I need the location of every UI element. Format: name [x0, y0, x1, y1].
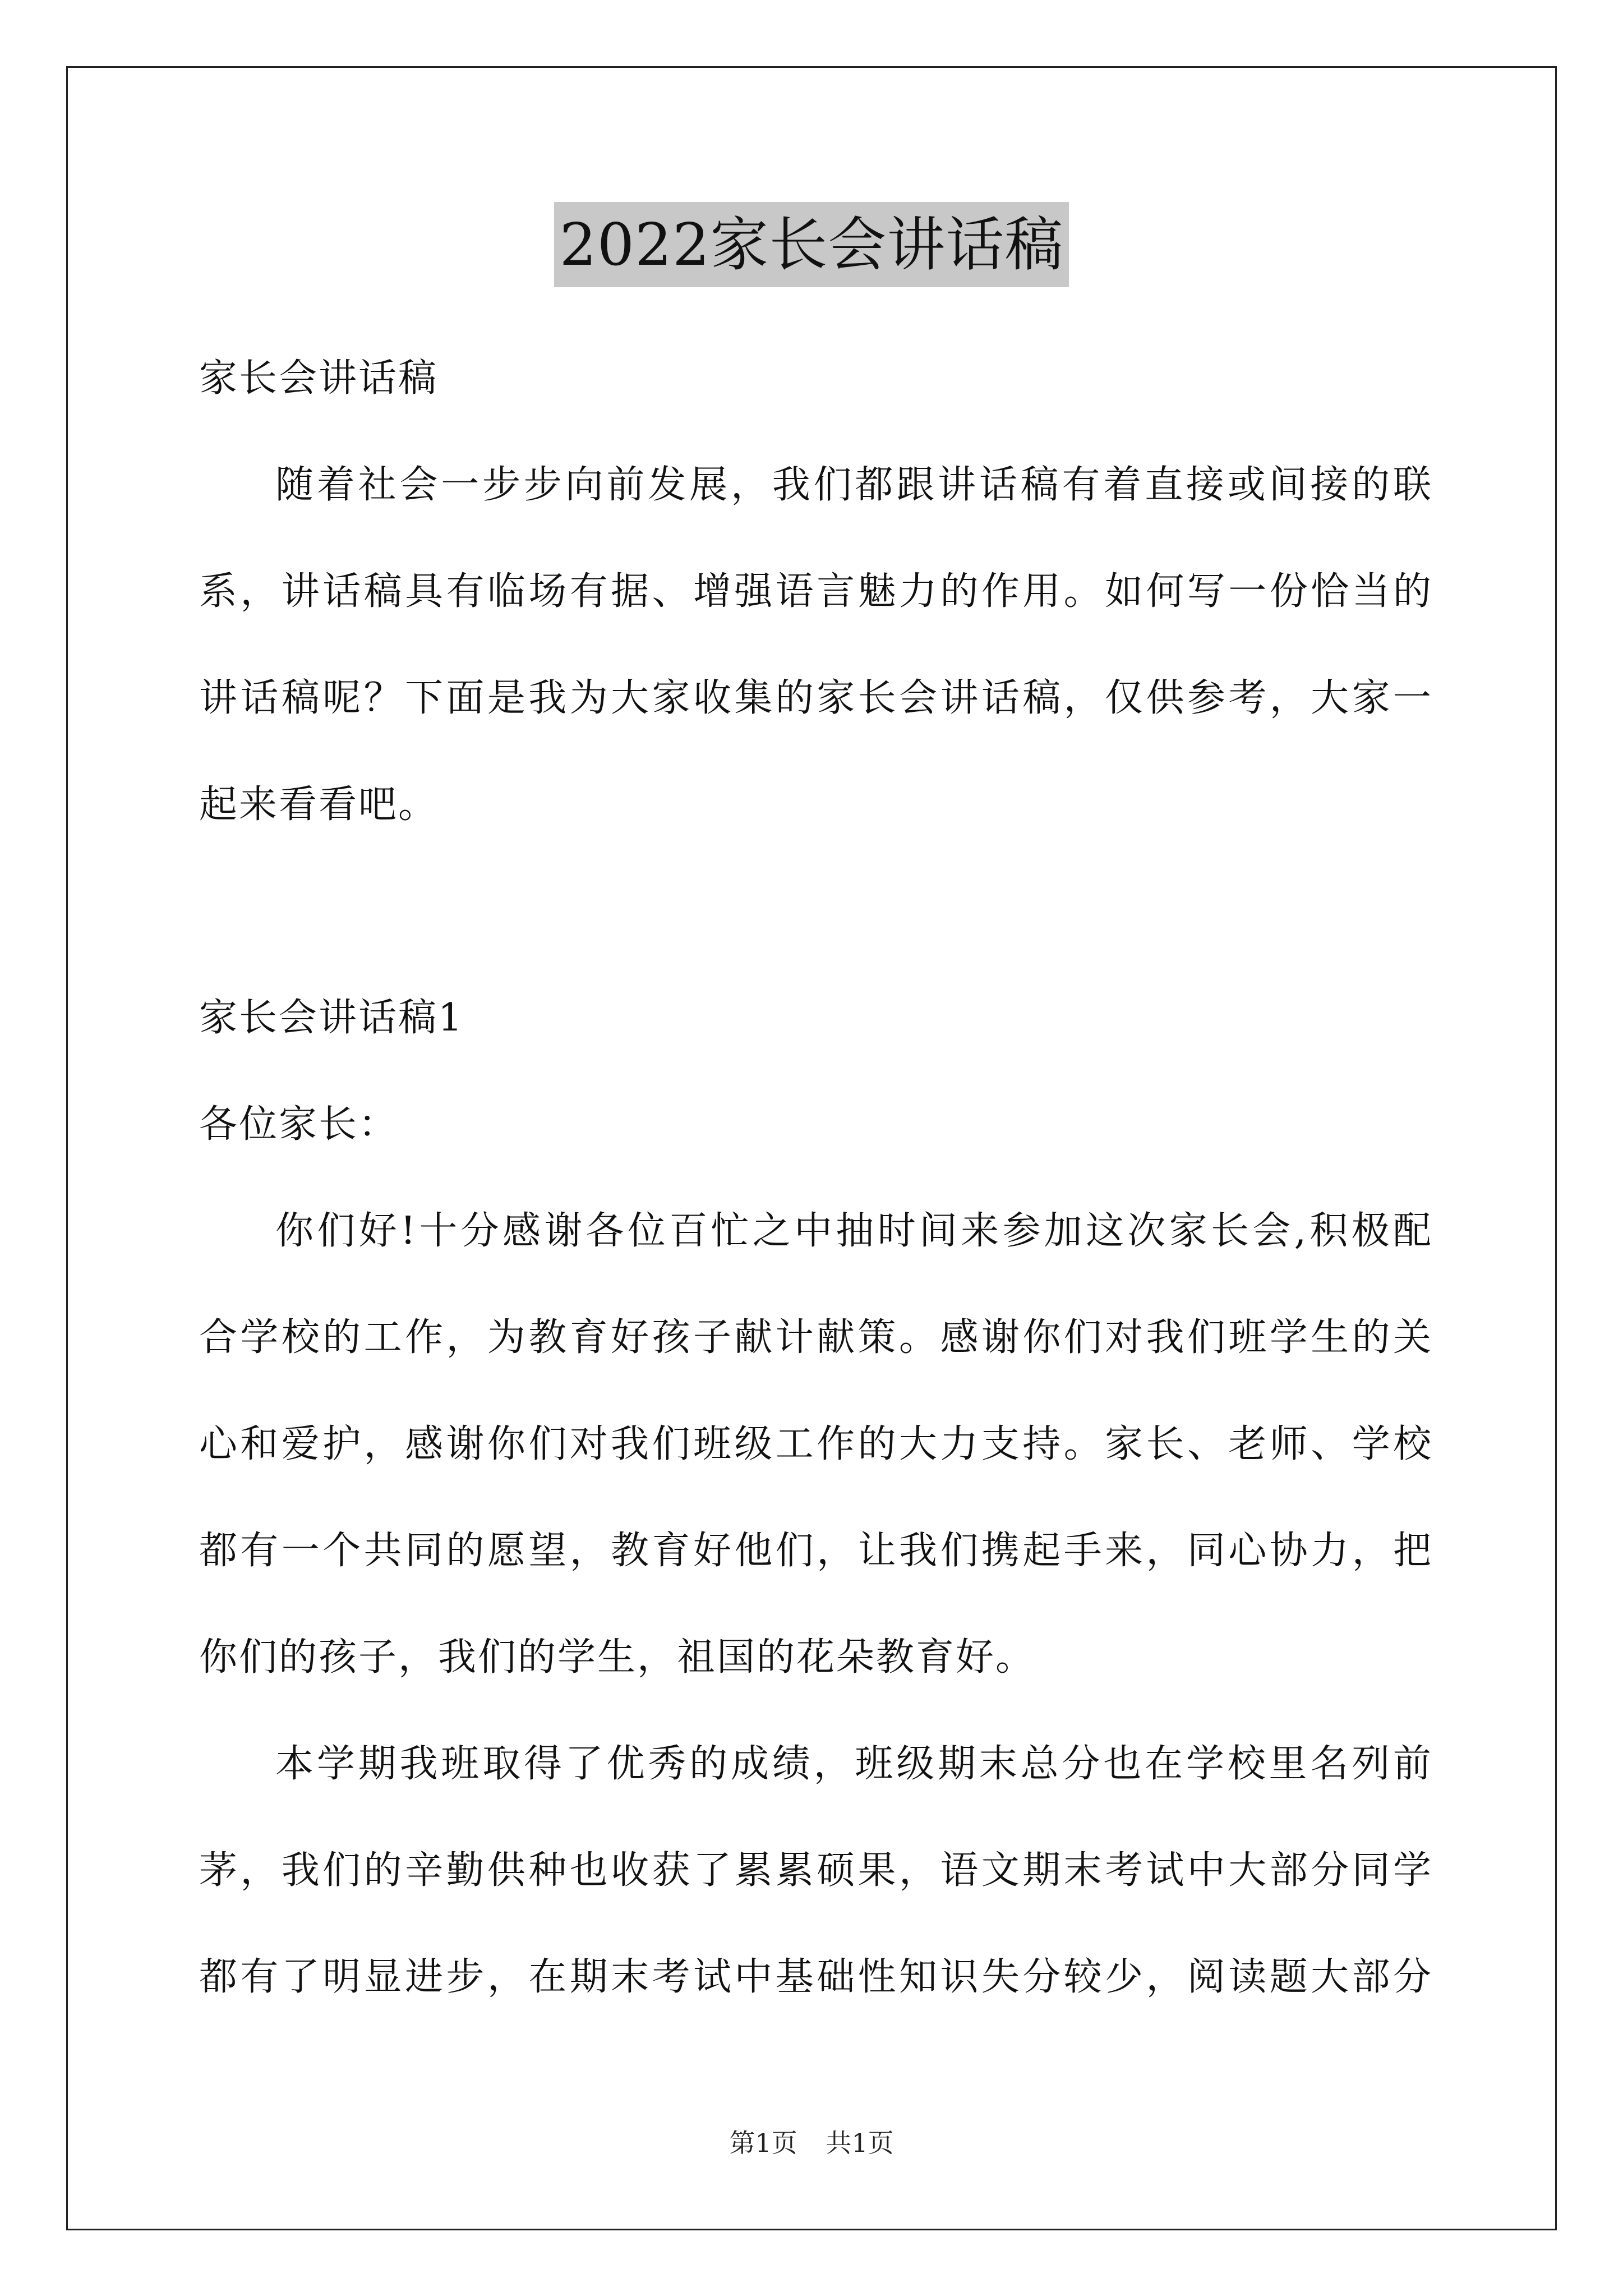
document-title: 2022家长会讲话稿 — [554, 202, 1069, 287]
paragraph-line: 合学校的工作，为教育好孩子献计献策。感谢你们对我们班学生的关 — [199, 1315, 1433, 1360]
salutation: 各位家长： — [199, 1102, 399, 1147]
paragraph-line: 都有了明显进步，在期末考试中基础性知识失分较少，阅读题大部分 — [199, 1955, 1433, 1999]
section-heading: 家长会讲话稿 — [199, 356, 439, 401]
page-number: 第1页 — [729, 2128, 797, 2158]
paragraph-line: 起来看看吧。 — [199, 783, 439, 827]
paragraph-line: 你们好!十分感谢各位百忙之中抽时间来参加这次家长会,积极配 — [275, 1209, 1433, 1253]
paragraph-line: 茅，我们的辛勤供种也收获了累累硕果，语文期末考试中大部分同学 — [199, 1848, 1433, 1893]
paragraph-line: 随着社会一步步向前发展，我们都跟讲话稿有着直接或间接的联 — [275, 463, 1433, 507]
page-footer — [0, 2126, 1623, 2160]
section-heading: 家长会讲话稿1 — [199, 996, 464, 1040]
paragraph-line: 本学期我班取得了优秀的成绩，班级期末总分也在学校里名列前 — [275, 1742, 1433, 1786]
paragraph-line: 讲话稿呢？下面是我为大家收集的家长会讲话稿，仅供参考，大家一 — [199, 676, 1433, 720]
page-count: 共1页 — [826, 2128, 894, 2158]
paragraph-line: 你们的孩子，我们的学生，祖国的花朵教育好。 — [199, 1635, 1036, 1680]
paragraph-line: 心和爱护，感谢你们对我们班级工作的大力支持。家长、老师、学校 — [199, 1422, 1433, 1466]
paragraph-line: 都有一个共同的愿望，教育好他们，让我们携起手来，同心协力，把 — [199, 1529, 1433, 1573]
paragraph-line: 系，讲话稿具有临场有据、增强语言魅力的作用。如何写一份恰当的 — [199, 569, 1433, 614]
title-container — [0, 202, 1623, 287]
